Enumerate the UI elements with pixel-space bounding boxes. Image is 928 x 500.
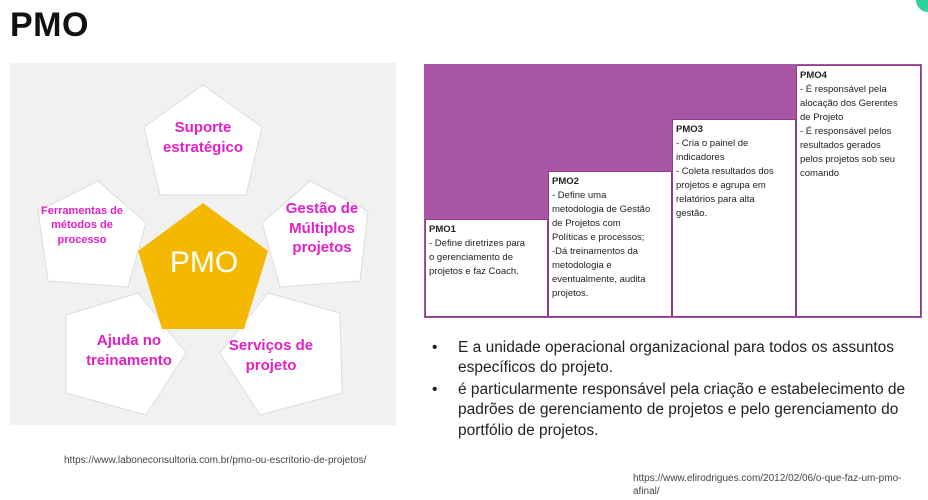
step-pmo2-line: eventualmente, audita [552,274,646,286]
step-pmo1-line: - Define diretrizes para [429,238,526,250]
petal-left-line-3: processo [57,233,107,246]
source-link-right[interactable]: https://www.elirodrigues.com/2012/02/06/o-que-faz-um-pmo-afinal/ [633,473,902,497]
pmo-diagram [10,63,396,425]
step-pmo3-line: - Cria o painel de [676,138,749,150]
step-pmo2-line: metodologia e [552,260,612,272]
step-pmo2-line: metodologia de Gestão [552,204,651,216]
petal-left-text [30,204,134,247]
petal-top-text [140,118,266,157]
petal-left-line-1: Ferramentas de [41,205,123,217]
step-pmo3-line: relatórios para alta [676,194,755,206]
step-pmo4-line: pelos projetos sob seu [800,154,896,166]
step-pmo4 [796,65,921,317]
step-pmo3 [672,119,796,317]
step-pmo3-head: PMO3 [676,124,703,135]
step-pmo4-line: - É responsável pelos [800,126,892,138]
petal-right-line-1: Gestão de [285,200,359,217]
petal-right-text [266,199,378,258]
step-pmo4-head: PMO4 [800,70,827,81]
pmo-levels-staircase [424,64,922,318]
petal-bottom-left-line-2: treinamento [86,351,172,369]
step-pmo4-line: de Projeto [800,112,844,124]
step-pmo2-line: -Dá treinamentos da [552,246,639,258]
step-pmo2-line: projetos. [552,288,589,300]
petal-bottom-left-line-1: Ajuda no [96,332,162,349]
pmo-center-label: PMO [169,246,239,279]
step-pmo1-line: projetos e faz Coach. [429,266,519,278]
step-pmo2-line: de Projetos com [552,218,621,230]
petal-right-line-2: Múltiplos [289,219,355,237]
step-pmo4-line: alocação dos Gerentes [800,98,898,110]
step-pmo4-line: comando [800,168,840,180]
petal-bottom-right-line-2: projeto [245,356,297,374]
petal-bottom-left-text [70,331,188,370]
step-pmo1 [425,219,548,317]
corner-accent [916,0,928,12]
list-item [428,338,918,378]
list-item-text: E a unidade operacional organizacional para todos os assuntos específicos do projeto. [458,339,895,377]
step-pmo2-line: - Define uma [552,190,607,202]
step-pmo4-line: resultados gerados [800,140,881,152]
step-pmo3-line: gestão. [676,208,708,220]
step-pmo1-head: PMO1 [429,224,456,235]
petal-top-line-2: estratégico [162,138,244,156]
step-pmo2-line: Políticas e processos; [552,232,645,244]
step-pmo2 [548,171,672,317]
bullet-marker: • [432,381,438,399]
petal-left-line-2: métodos de [51,219,113,232]
petal-bottom-right-text [214,336,328,375]
petal-bottom-right-line-1: Serviços de [228,337,314,354]
step-pmo3-line: - Coleta resultados dos [676,166,774,178]
petal-top-line-1: Suporte [174,119,232,136]
list-item [428,380,918,440]
step-pmo4-line: - É responsável pela [800,84,887,96]
petal-right-line-3: projetos [292,239,352,256]
step-pmo3-line: projetos e agrupa em [676,180,766,192]
step-pmo3-line: indicadores [676,152,725,164]
bullet-marker: • [432,339,438,356]
source-link-left[interactable]: https://www.laboneconsultoria.com.br/pmo-ou-escritorio-de-projetos/ [64,455,367,466]
slide-title: PMO [10,6,89,44]
list-item-text: é particularmente responsável pela criação e estabelecimento de padrões de gerenciamento de projetos e pelo gerenciamento do portfólio de projetos. [458,381,906,439]
step-pmo2-head: PMO2 [552,176,579,187]
step-pmo1-line: o gerenciamento de [429,252,513,264]
pmo-description-list [428,338,918,443]
